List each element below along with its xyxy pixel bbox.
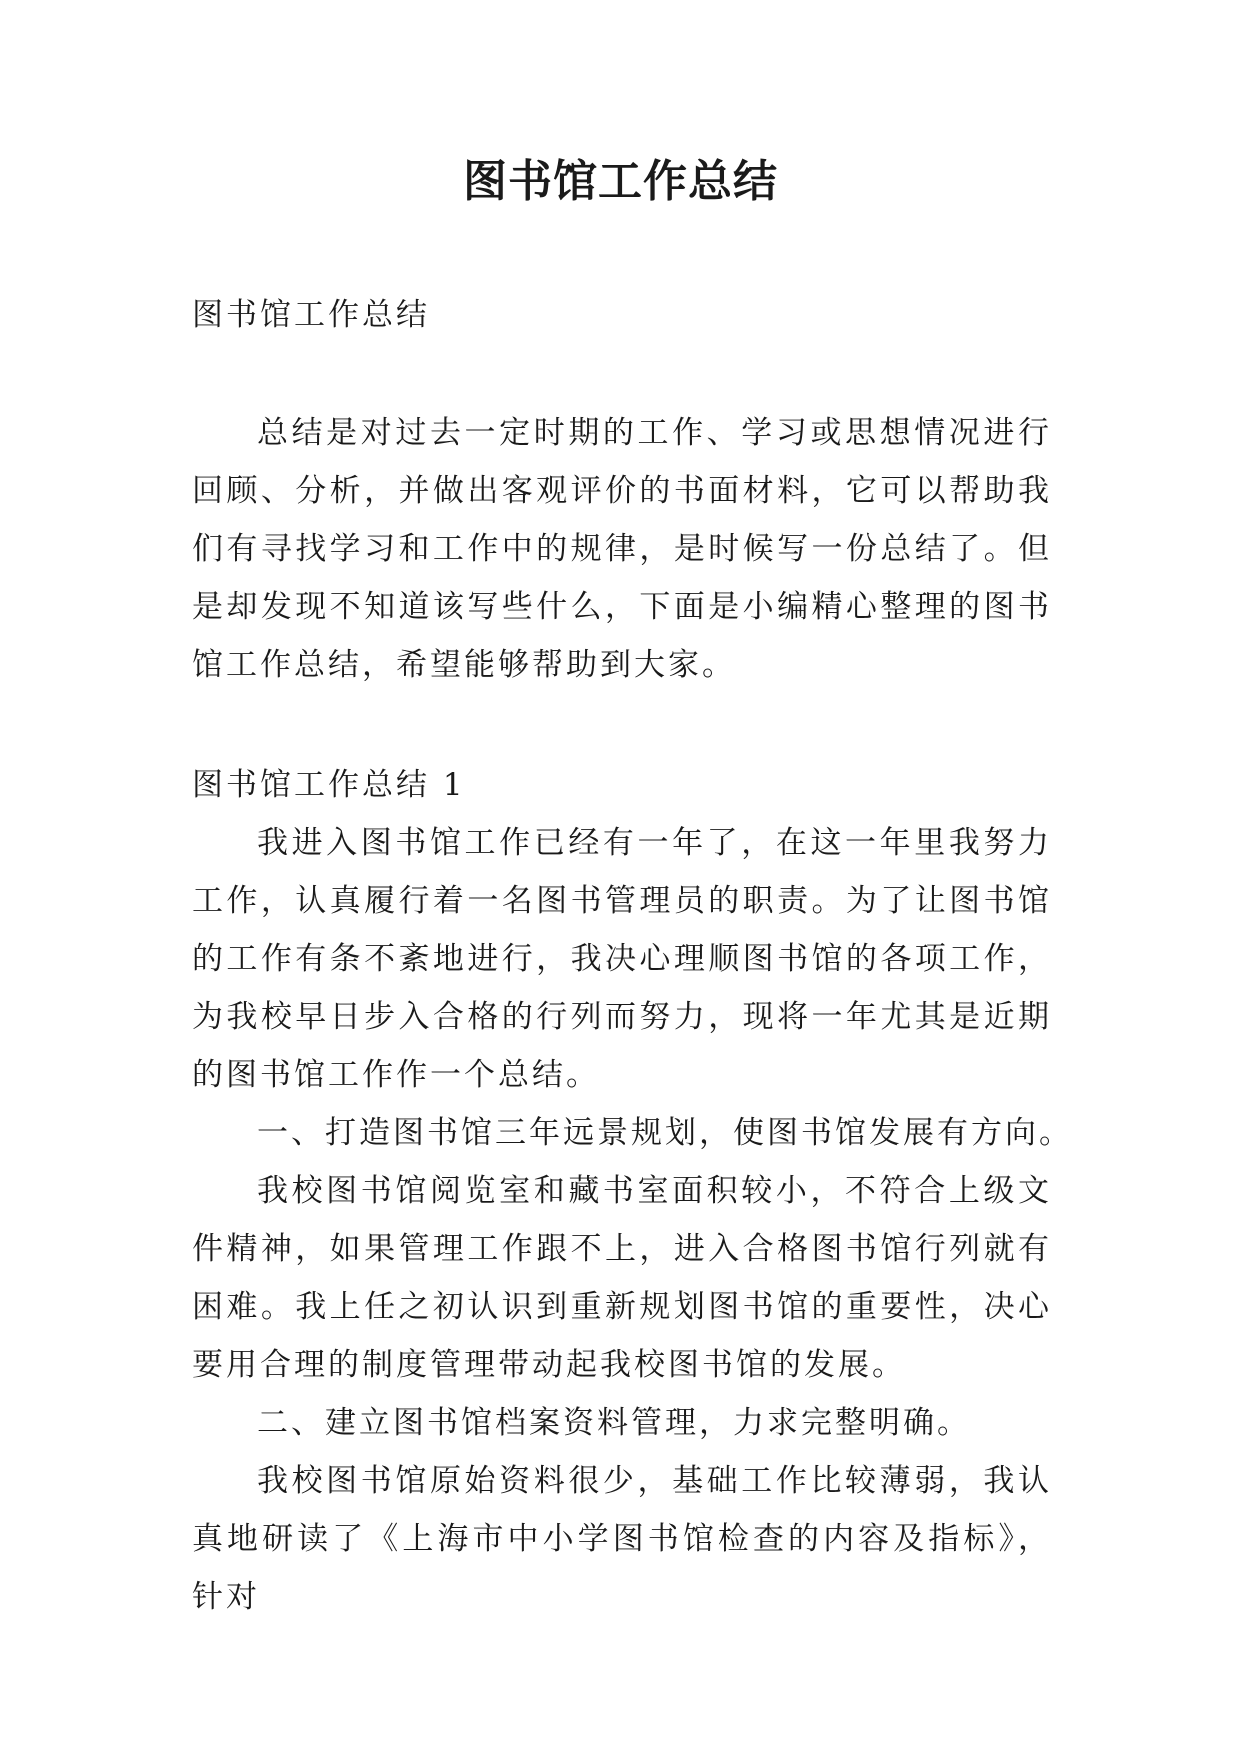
intro-paragraph: 总结是对过去一定时期的工作、学习或思想情况进行回顾、分析，并做出客观评价的书面材料，它可以帮助我们有寻找学习和工作中的规律，是时候写一份总结了。但是却发现不知道该写些什么，下面是小编精心整理的图书馆工作总结，希望能够帮助到大家。 xyxy=(192,415,1052,683)
subheading-1: 一、打造图书馆三年远景规划，使图书馆发展有方向。 xyxy=(257,1115,1073,1151)
body-paragraph-2: 我校图书馆阅览室和藏书室面积较小，不符合上级文件精神，如果管理工作跟不上，进入合格图书馆行列就有困难。我上任之初认识到重新规划图书馆的重要性，决心要用合理的制度管理带动起我校图书馆的发展。 xyxy=(192,1173,1052,1383)
document-title: 图书馆工作总结 xyxy=(463,156,778,207)
document-subtitle: 图书馆工作总结 xyxy=(192,297,430,333)
subheading-2: 二、建立图书馆档案资料管理，力求完整明确。 xyxy=(257,1405,971,1441)
body-paragraph-3: 我校图书馆原始资料很少，基础工作比较薄弱，我认真地研读了《上海市中小学图书馆检查的内容及指标》，针对 xyxy=(192,1463,1052,1615)
body-paragraph-1: 我进入图书馆工作已经有一年了，在这一年里我努力工作，认真履行着一名图书管理员的职责。为了让图书馆的工作有条不紊地进行，我决心理顺图书馆的各项工作，为我校早日步入合格的行列而努力，现将一年尤其是近期的图书馆工作作一个总结。 xyxy=(192,825,1052,1093)
section-heading: 图书馆工作总结 1 xyxy=(192,767,466,803)
